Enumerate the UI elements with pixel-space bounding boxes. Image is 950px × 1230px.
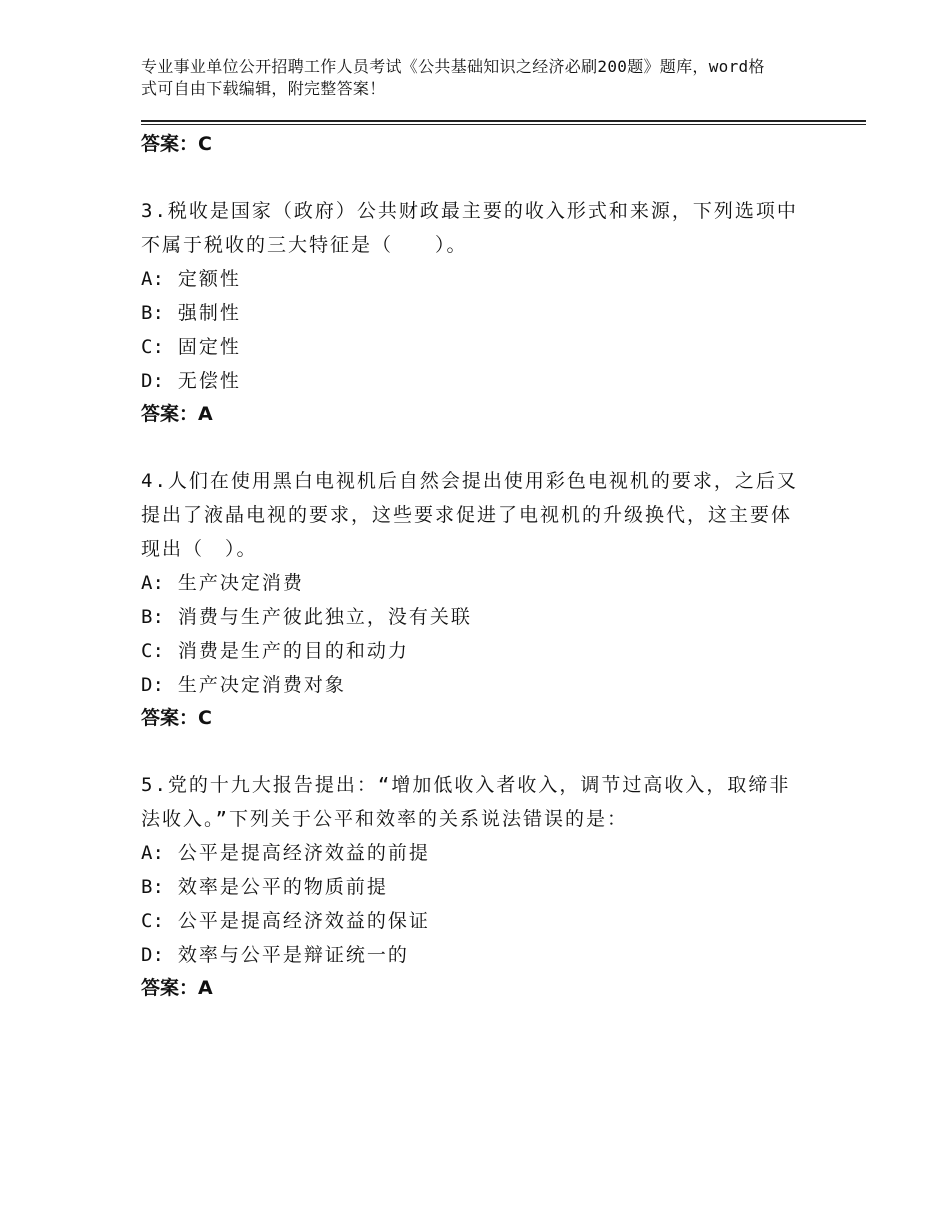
option-text: 效率是公平的物质前提 (177, 876, 388, 898)
answer-label: 答案：A (141, 977, 213, 999)
question-5 (141, 768, 806, 1004)
option-letter: D: (141, 944, 164, 966)
header-divider-thin (141, 124, 866, 125)
option-letter: B: (141, 302, 164, 324)
previous-answer: 答案：C (141, 133, 212, 155)
option-b (141, 600, 806, 634)
option-letter: A: (141, 572, 164, 594)
question-4 (141, 464, 806, 734)
option-text: 生产决定消费对象 (177, 674, 346, 696)
answer-label: 答案：A (141, 403, 213, 425)
option-text: 固定性 (177, 336, 241, 358)
option-text: 效率与公平是辩证统一的 (177, 944, 409, 966)
option-text: 定额性 (177, 268, 241, 290)
option-letter: B: (141, 606, 164, 628)
option-letter: D: (141, 674, 164, 696)
option-a (141, 262, 806, 296)
option-text: 消费与生产彼此独立，没有关联 (177, 606, 472, 628)
option-text: 强制性 (177, 302, 241, 324)
option-d (141, 668, 806, 702)
option-a (141, 566, 806, 600)
option-text: 公平是提高经济效益的前提 (177, 842, 430, 864)
option-letter: C: (141, 336, 164, 358)
option-c (141, 904, 806, 938)
header-divider-thick (141, 120, 866, 122)
option-a (141, 836, 806, 870)
option-text: 公平是提高经济效益的保证 (177, 910, 430, 932)
question-3 (141, 194, 806, 430)
option-d (141, 364, 806, 398)
question-stem: 5.党的十九大报告提出：“增加低收入者收入，调节过高收入，取缔非法收入。”下列关于公平和效率的关系说法错误的是： (141, 774, 791, 830)
option-letter: C: (141, 640, 164, 662)
option-letter: A: (141, 268, 164, 290)
option-c (141, 330, 806, 364)
question-list (141, 128, 806, 1004)
option-letter: C: (141, 910, 164, 932)
option-b (141, 870, 806, 904)
option-letter: D: (141, 370, 164, 392)
option-c (141, 634, 806, 668)
option-text: 无偿性 (177, 370, 241, 392)
option-letter: B: (141, 876, 164, 898)
option-letter: A: (141, 842, 164, 864)
option-d (141, 938, 806, 972)
option-text: 生产决定消费 (177, 572, 304, 594)
option-b (141, 296, 806, 330)
question-stem: 3.税收是国家（政府）公共财政最主要的收入形式和来源，下列选项中不属于税收的三大特征是（ ）。 (141, 200, 798, 256)
document-header: 专业事业单位公开招聘工作人员考试《公共基础知识之经济必刷200题》题库，word格式可自由下载编辑，附完整答案！ (141, 57, 765, 98)
answer-label: 答案：C (141, 707, 212, 729)
option-text: 消费是生产的目的和动力 (177, 640, 409, 662)
question-stem: 4.人们在使用黑白电视机后自然会提出使用彩色电视机的要求，之后又提出了液晶电视的要求，这些要求促进了电视机的升级换代，这主要体现出（ ）。 (141, 470, 798, 560)
